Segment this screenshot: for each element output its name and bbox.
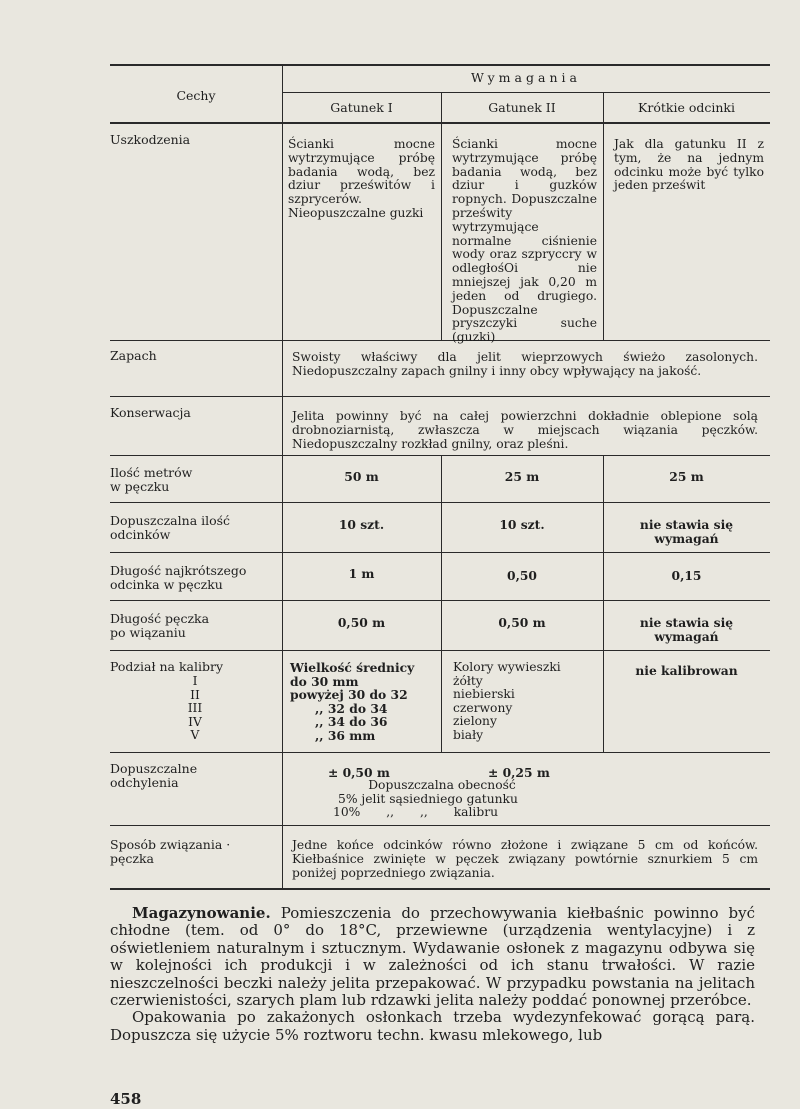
label-line: Długość najkrótszego — [110, 563, 247, 578]
label-line: pęczka — [110, 851, 155, 867]
header-wymagania: Wymagania — [471, 70, 581, 85]
dlugosc-najkrotszego-gatunek-1: 1 m — [348, 566, 375, 581]
kalibry-gatunek-2 — [453, 661, 598, 742]
cell-line: zielony — [453, 714, 497, 728]
row-label-ilosc-metrow — [110, 466, 275, 494]
cell-line: czerwony — [453, 700, 513, 715]
header-krotkie-odcinki: Krótkie odcinki — [638, 100, 735, 115]
row-label-dlugosc-najkrotszego — [110, 564, 275, 592]
col-divider — [441, 455, 442, 752]
odchylenia-line-2: 10% ,, ,, kalibru — [333, 805, 499, 819]
ilosc-metrow-krotkie: 25 m — [669, 469, 704, 484]
label-line: odcinków — [110, 527, 171, 543]
row-divider — [110, 455, 770, 456]
uszkodzenia-gatunek-1: Ścianki mocne wytrzymujące próbę badania wodą, bez dziur prześwitów i szprycerów. Nieopuszczalne guzki — [288, 137, 435, 220]
header-gatunek-2: Gatunek II — [488, 100, 556, 115]
row-label-dlugosc-peczka — [110, 612, 275, 640]
cell-line: ,, 34 do 36 — [315, 714, 388, 729]
label-line: Dopuszczalne — [110, 761, 198, 776]
cell-line: wymagań — [654, 628, 719, 644]
ilosc-odcinkow-gatunek-1: 10 szt. — [338, 517, 385, 532]
label-line: Dopuszczalna ilość — [110, 513, 231, 528]
ilosc-odcinkow-gatunek-2: 10 szt. — [499, 517, 545, 532]
label-line: w pęczku — [110, 479, 170, 495]
cell-line: Kolory wywieszki — [453, 660, 561, 674]
header-mid-rule — [282, 92, 770, 93]
kaliber-level: III — [187, 701, 203, 715]
uszkodzenia-gatunek-2: Ścianki mocne wytrzymujące próbę badania wodą, bez dziur i guzków ropnych. Dopuszczalne prześwity wytrzymujące normalne ciśnienie wody oraz szpryccry w odległośOi nie mniejszej jak 0,20 m jeden od drugiego. Dopuszczalne pryszczyki suche (guzki) — [452, 137, 597, 345]
paragraph-text: Pomieszczenia do przechowywania kiełbaśnic powinno być chłodne (tem. od 0° do 18°C, przewiewne (urządzenia wentylacyjne) i z oświetleniem naturalnym i sztucznym. Wydawanie osłonek z magazynu odbywa się w kolejności ich produkcji i w zależności od ich stanu trwałości. W razie nieszczelności beczki należy jelita przepakować. W przypadku powstania na jelitach czerwienistości, szarych plam lub rdzawki jelita należy poddać ponownej przeróbce. — [110, 904, 755, 1010]
uszkodzenia-krotkie: Jak dla gatunku II z tym, że na jednym odcinku może być tylko jeden prześwit — [614, 137, 764, 193]
label-line: odchylenia — [110, 775, 179, 791]
row-label-odchylenia — [110, 762, 275, 790]
table-bottom-rule — [110, 888, 770, 890]
cell-line: ,, 36 mm — [315, 727, 376, 743]
dlugosc-peczka-gatunek-2: 0,50 m — [498, 615, 546, 630]
kalibry-krotkie: nie kalibrowan — [635, 663, 738, 678]
row-divider — [110, 825, 770, 826]
label-line: Długość pęczka — [110, 611, 210, 626]
cell-line: wymagań — [654, 530, 719, 546]
page-number: 458 — [110, 1090, 142, 1108]
row-divider — [110, 600, 770, 601]
row-label-zapach: Zapach — [110, 348, 157, 363]
dlugosc-peczka-krotkie — [603, 616, 770, 644]
header-gatunek-1: Gatunek I — [330, 100, 393, 115]
row-divider — [110, 650, 770, 651]
cell-line: biały — [453, 727, 484, 742]
cell-line: ,, 32 do 34 — [315, 700, 388, 716]
odchylenia-line-1: 5% jelit sąsiedniego gatunku — [338, 792, 518, 806]
cell-line: powyżej 30 do 32 — [290, 687, 408, 702]
header-bottom-rule — [110, 122, 770, 124]
kaliber-level: V — [190, 728, 200, 742]
cell-line: niebierski — [453, 687, 515, 701]
cell-line: żółty — [453, 673, 483, 688]
row-label-ilosc-odcinkow — [110, 514, 275, 542]
table-top-rule — [110, 64, 770, 66]
zapach-text: Swoisty właściwy dla jelit wieprzowych świeżo zasolonych. Niedopuszczalny zapach gnilny i inny obcy wpływający na jakość. — [292, 350, 758, 378]
cell-line: nie stawia się — [639, 615, 734, 630]
row-divider — [110, 752, 770, 753]
ilosc-odcinkow-krotkie — [603, 518, 770, 546]
col-divider — [441, 124, 442, 340]
label-line: odcinka w pęczku — [110, 577, 223, 593]
kaliber-level: I — [192, 674, 198, 688]
kalibry-levels — [160, 675, 230, 743]
sposob-text: Jedne końce odcinków równo złożone i związane 5 cm od końców. Kiełbaśnice zwinięte w pęczek związany powtórnie sznurkiem 5 cm poniżej poprzedniego związania. — [292, 838, 758, 880]
label-line: po wiązaniu — [110, 625, 186, 641]
kaliber-level: II — [190, 687, 200, 702]
col-divider — [603, 124, 604, 340]
odchylenia-obecnosc: Dopuszczalna obecność — [368, 778, 516, 792]
cell-line: nie stawia się — [639, 517, 734, 532]
kalibry-gatunek-1 — [290, 661, 438, 742]
row-label-sposob — [110, 838, 275, 866]
row-label-konserwacja: Konserwacja — [110, 405, 191, 420]
row-label-kalibry: Podział na kalibry — [110, 659, 224, 674]
row-divider — [110, 396, 770, 397]
row-label-uszkodzenia: Uszkodzenia — [110, 132, 191, 147]
label-line: Ilość metrów — [110, 465, 193, 480]
odchylenia-gatunek-2: ± 0,25 m — [488, 765, 550, 780]
ilosc-metrow-gatunek-2: 25 m — [504, 469, 540, 484]
odchylenia-gatunek-1: ± 0,50 m — [328, 765, 390, 780]
label-line: Sposób związania · — [110, 837, 231, 852]
konserwacja-text: Jelita powinny być na całej powierzchni dokładnie oblepione solą drobnoziarnistą, zwłaszcza w miejscach wiązania pęczków. Niedopuszczalny rozkład gnilny, oraz pleśni. — [292, 409, 758, 451]
row-divider — [110, 552, 770, 553]
row-divider — [110, 340, 770, 341]
dlugosc-najkrotszego-krotkie: 0,15 — [671, 568, 702, 583]
paragraph-opakowania: Opakowania po zakażonych osłonkach trzeba wydezynfekować gorącą parą. Dopuszcza się użycie 5% roztworu techn. kwasu mlekowego, lub — [110, 1008, 755, 1044]
col-divider — [603, 455, 604, 752]
dlugosc-peczka-gatunek-1: 0,50 m — [337, 615, 386, 630]
header-cechy: Cechy — [176, 88, 216, 103]
dlugosc-najkrotszego-gatunek-2: 0,50 — [507, 568, 537, 583]
kaliber-level: IV — [188, 714, 202, 729]
body-text — [110, 905, 755, 1044]
ilosc-metrow-gatunek-1: 50 m — [344, 469, 379, 484]
paragraph-magazynowanie — [110, 905, 755, 1009]
cell-line: Wielkość średnicy — [290, 660, 415, 675]
row-divider — [110, 502, 770, 503]
cell-line: do 30 mm — [290, 673, 359, 689]
section-heading: Magazynowanie. — [132, 904, 271, 922]
